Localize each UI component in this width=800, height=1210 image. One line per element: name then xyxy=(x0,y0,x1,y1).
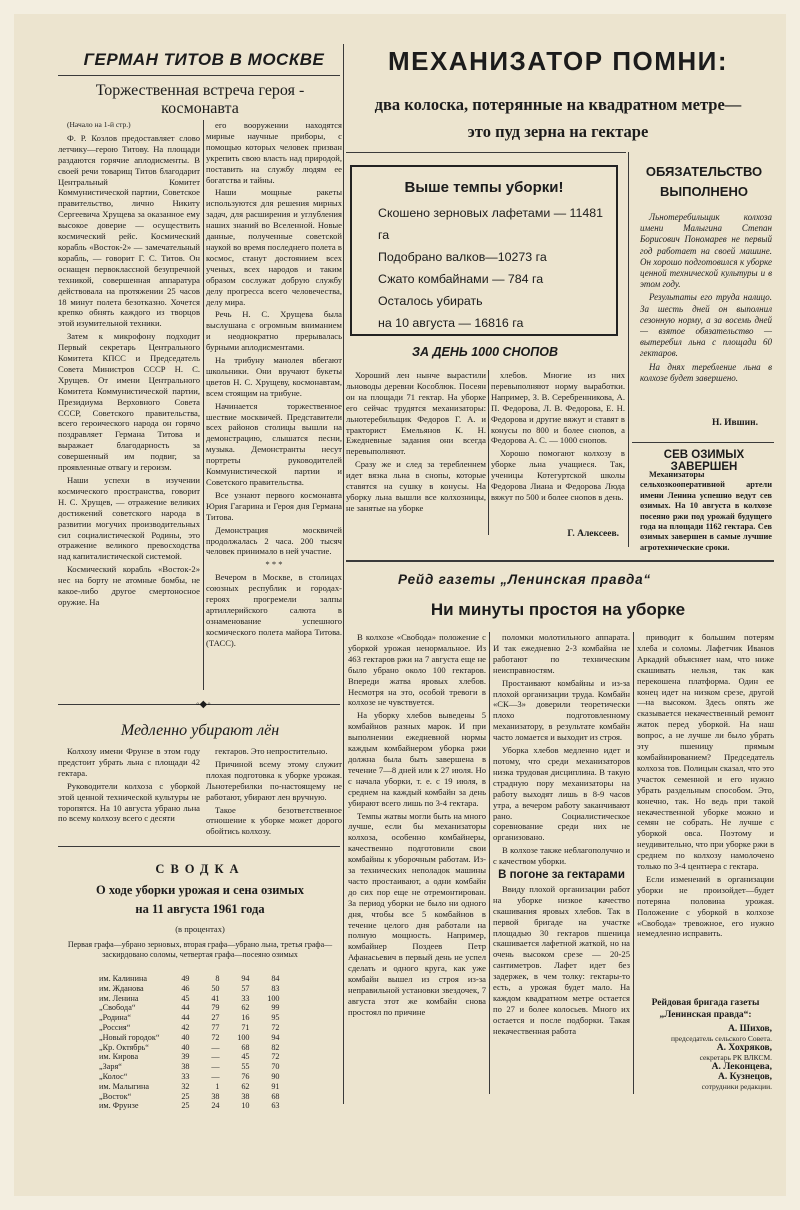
main-subhead-2: это пуд зерна на гектаре xyxy=(467,122,649,141)
percent-cell: 44 xyxy=(181,1013,190,1023)
member-name: А. Хохряков, xyxy=(716,1043,772,1053)
percent-cell: 100 xyxy=(267,993,280,1003)
harvest-stats-box xyxy=(350,165,618,336)
stats-title: Выше темпы уборки! xyxy=(404,179,564,196)
percent-cell: 68 xyxy=(241,1042,250,1052)
stats-line: Осталось убирать xyxy=(378,294,483,308)
percent-cell: 70 xyxy=(271,1062,280,1072)
percent-cell: 90 xyxy=(271,1071,280,1081)
paragraph: Уборка хлебов медленно идет и потому, что среди механизаторов низка трудовая дисциплина. В такую страдную пору механизаторы на работу выходят лишь в 8-9 часов утра, а вечером работу заканчивают рано. Социалистическое соревнование среди них не организовано. xyxy=(493,745,630,843)
percent-cell: 46 xyxy=(181,983,190,993)
svodka-row xyxy=(95,1013,284,1023)
kolkhoz-name: „Восток“ xyxy=(99,1091,132,1101)
snopy-column-1 xyxy=(346,370,486,540)
reid-title: Ни минуты простоя на уборке xyxy=(430,600,686,619)
percent-cell: 25 xyxy=(181,1101,190,1111)
column-divider xyxy=(633,632,634,1094)
paragraph: Хорошо помогают колхозу в уборке льна учащиеся. Так, ученицы Котегуртской школы Федорова Лиана и Федорова Люда вяжут по 500 и более снопов в день. xyxy=(491,448,625,502)
kolkhoz-name: „Россия“ xyxy=(99,1022,131,1032)
percent-cell: 71 xyxy=(241,1022,250,1032)
column-divider xyxy=(628,152,629,547)
svodka-units: (в процентах) xyxy=(175,924,225,934)
svodka-table xyxy=(95,974,284,1111)
percent-cell: 72 xyxy=(211,1032,220,1042)
stats-line: Скошено зерновых лафетами — 11481 га xyxy=(378,206,604,242)
paragraph: Космический корабль «Восток-2» нес на борту не атомные бомбы, не какое-либо другое смертоносное оружие. На xyxy=(58,564,200,607)
paragraph: Механизаторы сельхозкооперативной артели имени Ленина успешно ведут сев озимых. На 10 августа в колхозе посеяно ржи под урожай будущего года на площади 1162 гектара. Сев озимых завершен в самые лучшие агротехнические сроки. xyxy=(640,470,772,552)
percent-cell: 63 xyxy=(271,1101,280,1111)
percent-cell: 72 xyxy=(271,1052,280,1062)
paragraph: Если изменений в организации уборки не произойдет—будет потеряна половина урожая. Положение с уборкой в колхозе «Свобода» тревожное, его нужно немедленно исправить. xyxy=(637,873,774,939)
kolkhoz-name: им. Фрунзе xyxy=(99,1101,139,1111)
member-role: секретарь РК ВЛКСМ. xyxy=(699,1053,772,1062)
percent-cell: 44 xyxy=(181,1003,190,1013)
percent-cell: 79 xyxy=(211,1003,220,1013)
percent-cell: 77 xyxy=(211,1022,220,1032)
paragraph: Такое безответственное отношение к уборке может дорого обойтись колхозу. xyxy=(206,804,342,836)
divider xyxy=(58,846,340,847)
obyaz-title-2: ВЫПОЛНЕНО xyxy=(660,184,748,199)
paragraph: Наши мощные ракеты используются для решения мирных задач, для расширения и углубления наших знаний во Вселенной. Новые данные, полученные советской наукой во время последнего полета в космос, станут достоянием всех ученых, всех народов и таким образом сослужат добрую службу делу прогресса всего человечества, делу мира. xyxy=(206,187,342,307)
percent-cell: 39 xyxy=(181,1052,190,1062)
article-title-snopy: ЗА ДЕНЬ 1000 СНОПОВ xyxy=(411,345,559,359)
divider xyxy=(346,152,626,153)
percent-cell: 38 xyxy=(181,1062,190,1072)
paragraph: На днях теребление льна в колхозе будет завершено. xyxy=(640,361,772,383)
reid-subtitle: В погоне за гектарами xyxy=(498,869,625,882)
member-role: сотрудники редакции. xyxy=(701,1082,772,1091)
paragraph: Простаивают комбайны и из-за плохой организации труда. Комбайн «СК—3» доверили теоретически плохо подготовленному механизатору, в результате комбайн часто ломается и выходит из строя. xyxy=(493,677,630,743)
main-subhead-1: два колоска, потерянные на квадратном метре— xyxy=(374,95,742,114)
percent-cell: 24 xyxy=(211,1101,220,1111)
percent-cell: 100 xyxy=(237,1032,250,1042)
sev-title: СЕВ ОЗИМЫХ ЗАВЕРШЕН xyxy=(663,449,745,473)
divider xyxy=(346,560,774,562)
paragraph: его вооружении находятся мирные научные приборы, с помощью которых человек призван укрепить свою власть над природой, поставить на службу людям ее богатства и тайны. xyxy=(206,120,342,185)
svodka-row xyxy=(95,1003,284,1013)
kolkhoz-name: „Кр. Октябрь“ xyxy=(99,1042,149,1052)
column-divider xyxy=(489,632,490,1094)
paragraph: Речь Н. С. Хрущева была выслушана с огромным вниманием и неоднократно прерывалась бурными аплодисментами. xyxy=(206,309,342,353)
svodka-row xyxy=(95,974,284,984)
paragraph: приводит к большим потерям хлеба и соломы. Лафетчик Иванов Аркадий объясняет нам, что ниже скашивать нельзя, так как перекошена платформа. Один ее конец идет на низком срезе, другой—на высоком. Здесь опять же сказывается некачественный ремонт жаток перед уборкой. На наш вопрос, а не лучше ли было убрать эту пшеницу прямым комбайнированием? Председатель колхоза тов. Полицын сказал, что это участок семенной и его нужно убрать раздельным способом. Это, конечно, так. Но ведь при такой некачественной уборке можно и семян не собрать. Не лучше с уборкой овса. Поэтому и неудивительно, что при уборке ржи в среднем по колхозу намолочено только по 3-4 центнера с гектара. xyxy=(637,632,774,872)
svodka-row xyxy=(95,1043,284,1053)
cont-note: (Начало на 1-й стр.) xyxy=(67,120,131,129)
snopy-column-2 xyxy=(491,370,625,530)
stats-line: на 10 августа — 16816 га xyxy=(378,316,524,330)
percent-cell: 62 xyxy=(241,1003,250,1013)
main-headline: МЕХАНИЗАТОР ПОМНИ: xyxy=(387,46,729,76)
paragraph: Все узнают первого космонавта Юрия Гагарина и Героя дня Германа Титова. xyxy=(206,489,342,522)
paragraph: Хороший лен нынче вырастили льноводы деревни Кособлюк. Посеян он на площади 71 гектар. На уборке его сейчас трудятся механизаторы: льнотеребильщик Федоров Г. А. и тракторист Емельянов К. Н. Ежедневные задания они всегда перевыполняют. xyxy=(346,370,486,457)
paragraph: В колхозе также неблагополучно и с качеством уборки. xyxy=(493,845,630,867)
sev-body xyxy=(640,470,772,552)
kolkhoz-name: им. Калинина xyxy=(99,974,147,983)
paragraph: Сразу же и след за теребленнем идет вязка льна в снопы, которые ставятся на сушку в конусы. На уборку льна вышли все колхозницы, не занятые на уборке xyxy=(346,459,486,513)
paragraph: Ф. Р. Козлов предоставляет слово летчику—герою Титову. На площади раздаются горячие аплодисменты. В своей речи товарищ Титов благодарит Центральный Комитет Коммунистической партии, Советское правительство, лично Никиту Сергеевича Хрущева за оказанное ему высокое доверие — осуществить космический рейс. Космический корабль «Восток-2» — замечательный корабль, — говорит Г. С. Титов. Он оснащен первоклассной безупречной техникой, совершенная аппаратура действовала на протяжении 25 часов 18 минут полета безотказно. Хочется крепко обнять каждого из творцов этой изумительной техники. xyxy=(58,132,200,329)
paragraph: хлебов. Многие из них перевыполняют норму выработки. Например, З. В. Серебренникова, А. П. Федорова, Л. В. Федорова, Е. Н. Федорова и другие вяжут и ставят в конусы по 800 и более снопов, а Федорова А. С. — 1000 снопов. xyxy=(491,370,625,446)
percent-cell: 94 xyxy=(271,1032,280,1042)
paragraph: гектаров. Это непростительно. xyxy=(215,746,328,756)
kolkhoz-name: „Родина“ xyxy=(99,1013,132,1023)
svodka-legend: Первая графа—убрано зерновых, вторая графа—убрано льна, третья графа—заскирдовано соломы, четвертая графа—посеяно озимых xyxy=(67,940,333,959)
member-name: А. Шихов, xyxy=(728,1024,772,1034)
svodka-subtitle-1: О ходе уборки урожая и сена озимых xyxy=(96,883,304,897)
stats-line: Сжато комбайнами — 784 га xyxy=(378,272,544,286)
svodka-row xyxy=(95,1033,284,1043)
obyaz-title-1: ОБЯЗАТЕЛЬСТВО xyxy=(645,164,763,179)
percent-cell: 38 xyxy=(241,1091,250,1101)
brigade-members xyxy=(637,1024,772,1091)
percent-cell: 84 xyxy=(271,974,280,983)
svodka-subtitle-2: на 11 августа 1961 года xyxy=(135,902,265,916)
percent-cell: 27 xyxy=(211,1013,220,1023)
svodka-row xyxy=(95,1092,284,1102)
percent-cell: 91 xyxy=(271,1081,280,1091)
member-role: председатель сельского Совета. xyxy=(671,1034,772,1043)
percent-cell: 57 xyxy=(241,983,250,993)
percent-cell: 72 xyxy=(271,1022,280,1032)
percent-cell: 68 xyxy=(271,1091,280,1101)
percent-cell: 8 xyxy=(215,974,220,983)
percent-cell: 94 xyxy=(241,974,250,983)
section-heading-titov: ГЕРМАН ТИТОВ В МОСКВЕ xyxy=(83,50,325,69)
kolkhoz-name: „Колос“ xyxy=(99,1071,128,1081)
svodka-row xyxy=(95,1101,284,1111)
column-divider xyxy=(488,370,489,535)
paragraph: Ввиду плохой организации работ на уборке низкое качество скашивания яровых хлебов. Так в первой бригаде на участке площадью 30 гектаров пшеница скашивается лафетной жаткой, но на очень высоком срезе — 20-25 сантиметров. Лафет идет без задержек, в чем толку: гектары-то есть, а урожая будет мало. На каждом квадратном метре остается по 27 и более колосьев. Много их остается и после подборки. Такая некачественная работа xyxy=(493,883,630,1036)
paragraph: Причиной всему этому служит плохая подготовка к уборке урожая. Льнотеребилки по-настоящему не работают, убирают лен вручную. xyxy=(206,758,342,802)
percent-cell: 33 xyxy=(241,993,250,1003)
reid-column-1 xyxy=(348,632,486,1097)
percent-cell: 40 xyxy=(181,1032,190,1042)
percent-cell: 33 xyxy=(181,1071,190,1081)
reid-kicker: Рейд газеты „Ленинская правда“ xyxy=(398,572,651,587)
brigade-title: Рейдовая бригада газеты „Ленинская правда“: xyxy=(651,998,760,1020)
percent-cell: 82 xyxy=(271,1042,280,1052)
divider xyxy=(632,442,774,443)
paragraph: Наши успехи в изучении космического пространства, говорит Н. С. Хрущев, — отражение великих достижений советского народа в развитии могучих производительных сил социалистической Родины, это отражение великого превосходства над капиталистической системой. xyxy=(58,475,200,562)
reid-column-2 xyxy=(493,632,630,1097)
kolkhoz-name: им. Кирова xyxy=(99,1052,139,1062)
article-title-flax: Медленно убирают лён xyxy=(120,722,280,739)
svodka-row xyxy=(95,994,284,1004)
member-name: А. Леконцева, xyxy=(711,1062,772,1072)
percent-cell: 50 xyxy=(211,983,220,993)
paragraph: На трибуну манолея вбегают школьники. Они вручают букеты цветов Н. С. Хрущеву, космонавтам, всем стоящим на трибуне. xyxy=(206,355,342,398)
percent-cell: — xyxy=(211,1052,220,1062)
percent-cell: 38 xyxy=(211,1091,220,1101)
kolkhoz-name: „Новый городок“ xyxy=(99,1032,160,1042)
percent-cell: 25 xyxy=(181,1091,190,1101)
paragraph: Начинается торжественное шествие москвичей. Представители всех районов столицы вышли на демонстрацию, слышатся песни, музыка. Демонстранты несут портреты руководителей Коммунистической партии и Советского правительства. xyxy=(206,400,342,487)
kolkhoz-name: „Заря“ xyxy=(99,1062,122,1072)
percent-cell: — xyxy=(211,1062,220,1072)
percent-cell: 42 xyxy=(181,1022,190,1032)
percent-cell: 32 xyxy=(181,1081,190,1091)
flax-column-1 xyxy=(58,746,200,836)
obyaz-body xyxy=(640,212,772,412)
obyaz-author: Н. Ившин. xyxy=(711,418,758,428)
percent-cell: 62 xyxy=(241,1081,250,1091)
column-divider xyxy=(203,120,204,690)
paragraph: Льнотеребильщик колхоза имени Малыгина Степан Борисович Пономарев не первый год работает на своей машине. Он хорошо подготовился к уборке ценной технической культуры и в этом году. xyxy=(640,212,772,290)
paragraph: Темпы жатвы могли быть на много лучше, если бы механизаторы колхоза, особенно комбайнеры, качественно подготовили свои комбайны к уборочным работам. Из-за технических неполадок машины часто простаивают, а одни комбайн до сих пор еще не отремонтирован. За период уборки не было ни одного дня, чтобы все 5 комбайнов в течение целого дня работали на полную мощность. Например, комбайнер Поздеев Петр Афанасьевич в первый день не успел сделать и одного круга, как уже комбайн вышел из строя из-за неправильной установки звездочек, 7 августа этот же комбайн снова простоял по причине xyxy=(348,810,486,1017)
titov-column-1 xyxy=(58,120,200,695)
percent-cell: 45 xyxy=(181,993,190,1003)
paragraph: Результаты его труда налицо. За шесть дней он выполнил сезонную норму, а за восемь дней— взятое обязательство — вытеребил льна с площади 60 гектаров. xyxy=(640,292,772,359)
percent-cell: 1 xyxy=(215,1081,220,1091)
member-name: А. Кузнецов, xyxy=(717,1072,772,1082)
percent-cell: 16 xyxy=(241,1013,250,1023)
svodka-row xyxy=(95,984,284,994)
paragraph: поломки молотильного аппарата. И так ежедневно 2-3 комбайна не работают по техническим неисправностям. xyxy=(493,632,630,675)
percent-cell: 41 xyxy=(211,993,220,1003)
kolkhoz-name: им. Ленина xyxy=(99,993,139,1003)
paragraph: Руководители колхоза с уборкой этой ценной технической культуры не торопятся. На 10 августа убрано льна по всему колхозу всего с десяти xyxy=(58,780,200,824)
paragraph: Колхозу имени Фрунзе в этом году предстоит убрать льна с площади 42 гектара. xyxy=(58,746,200,778)
svodka-row xyxy=(95,1082,284,1092)
stats-line: Подобрано валков—10273 га xyxy=(378,250,547,264)
article-title-titov: Торжественная встреча героя - космонавта xyxy=(95,82,305,117)
flax-column-2 xyxy=(206,746,342,836)
paragraph: Демонстрация москвичей продолжалась 2 часа. 200 тысяч человек принимало в ней участие. xyxy=(206,524,342,557)
percent-cell: — xyxy=(211,1071,220,1081)
percent-cell: 55 xyxy=(241,1062,250,1072)
svodka-row xyxy=(95,1062,284,1072)
percent-cell: 99 xyxy=(271,1003,280,1013)
kolkhoz-name: им. Малыгина xyxy=(99,1081,149,1091)
svodka-row xyxy=(95,1052,284,1062)
percent-cell: 83 xyxy=(271,983,280,993)
percent-cell: 76 xyxy=(241,1071,250,1081)
kolkhoz-name: „Свобода“ xyxy=(99,1003,136,1013)
kolkhoz-name: им. Жданова xyxy=(99,983,144,993)
percent-cell: — xyxy=(211,1042,220,1052)
paragraph: В колхозе «Свобода» положение с уборкой урожая ненормальное. Из 463 гектаров ржи на 7 августа еще не было убрано около 100 гектаров. Впереди жатва яровых хлебов. Несмотря на это, особой тревоги в колхозе не чувствуется. xyxy=(348,632,486,708)
percent-cell: 40 xyxy=(181,1042,190,1052)
percent-cell: 10 xyxy=(241,1101,250,1111)
svodka-row xyxy=(95,1023,284,1033)
svodka-title: СВОДКА xyxy=(155,862,245,876)
paragraph: На уборку хлебов выведены 5 комбайнов разных марок. И при выполнении ежедневной нормы каждым комбайнером уборка ржи должна была быть завершена в течение 7—8 дней или к 27 июля. Но с начала уборки, т. е. с 19 июля, в среднем на каждый комбайн за день убирают всего лишь по 3-4 гектара. xyxy=(348,710,486,808)
paragraph: Вечером в Москве, в столицах союзных республик и городах-героях прогремели залпы артиллерийского салюта в ознаменование успешного космического полета майора Титова. (ТАСС). xyxy=(206,572,342,648)
reid-column-3 xyxy=(637,632,774,1002)
percent-cell: 45 xyxy=(241,1052,250,1062)
titov-column-2 xyxy=(206,120,342,695)
page-column-divider xyxy=(343,44,344,1104)
snopy-author: Г. Алексеев. xyxy=(567,529,619,539)
percent-cell: 49 xyxy=(181,974,190,983)
separator-stars: * * * xyxy=(265,559,283,570)
ornament-icon: ◦◆◦ xyxy=(196,699,211,710)
percent-cell: 95 xyxy=(271,1013,280,1023)
divider xyxy=(58,75,340,76)
svodka-row xyxy=(95,1072,284,1082)
paragraph: Затем к микрофону подходит Первый секретарь Центрального Комитета КПСС и Председатель Совета Министров СССР Н. С. Хрущев. От имени Центрального Комитета Коммунистической партии, Президиума Верховного Совета СССР, Советского правительства, всего героического народа он горячо поздравляет Германа Титова и выражает благодарность за совершенный им подвиг, за проявленные отвагу и героизм. xyxy=(58,331,200,473)
